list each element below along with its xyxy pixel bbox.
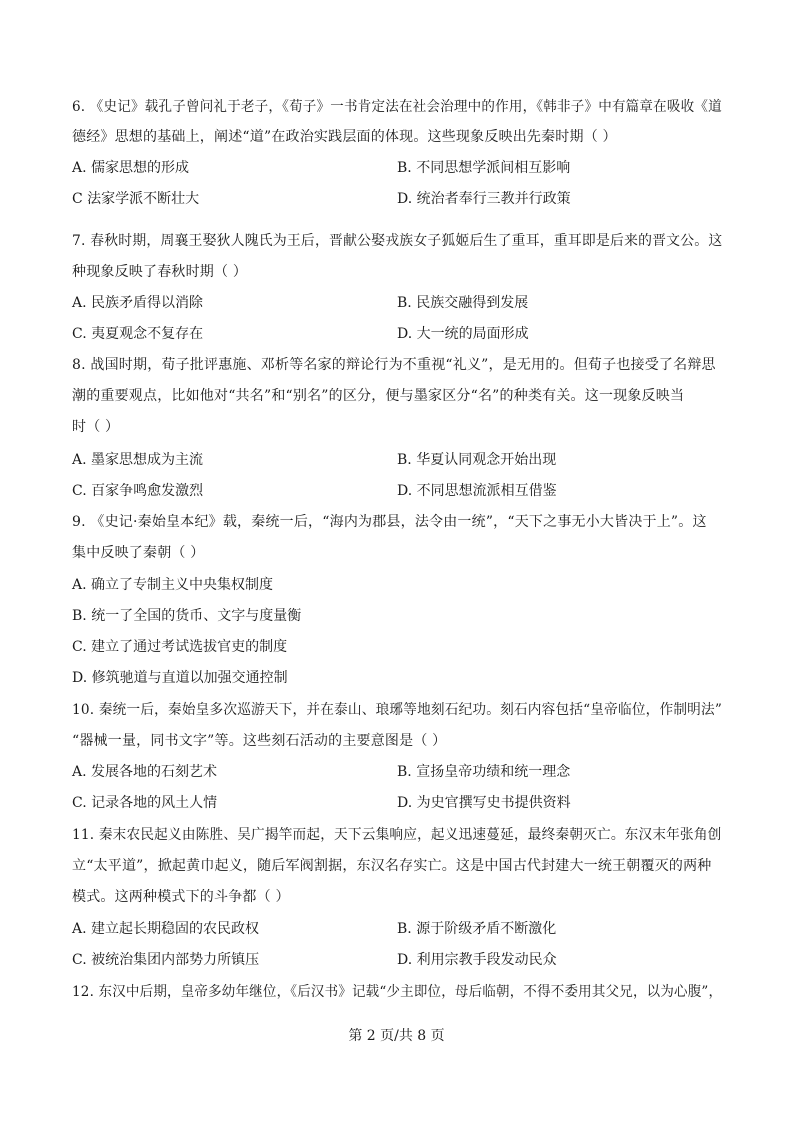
- q8-option-c: C. 百家争鸣愈发激烈: [72, 483, 204, 499]
- q9-stem-line-2: 集中反映了秦朝（ ）: [72, 545, 205, 561]
- q11-option-c: C. 被统治集团内部势力所镇压: [72, 952, 260, 968]
- q6-stem-line-1: 6. 《史记》载孔子曾问礼于老子，《荀子》一书肯定法在社会治理中的作用，《韩非子》中有篇章在吸收《道: [72, 99, 722, 115]
- q8-option-b: B. 华夏认同观念开始出现: [397, 452, 557, 468]
- q11-stem-line-3: 模式。这两种模式下的斗争都（ ）: [72, 889, 290, 905]
- q12-stem-line-1: 12. 东汉中后期，皇帝多幼年继位，《后汉书》记载“少主即位，母后临朝，不得不委用其父兄，以为心腹”，: [72, 984, 723, 1000]
- q10-option-d: D. 为史官撰写史书提供资料: [397, 795, 571, 811]
- q6-option-a: A. 儒家思想的形成: [72, 160, 190, 176]
- page-number-footer: 第 2 页/共 8 页: [348, 1028, 445, 1044]
- q8-option-d: D. 不同思想流派相互借鉴: [397, 483, 557, 499]
- q10-option-b: B. 宣扬皇帝功绩和统一理念: [397, 764, 571, 780]
- q11-option-b: B. 源于阶级矛盾不断激化: [397, 921, 557, 937]
- q11-stem-line-2: 立“太平道”，掀起黄巾起义，随后军阀割据，东汉名存实亡。这是中国古代封建大一统王朝覆灭的两种: [72, 858, 712, 874]
- q8-stem-line-1: 8. 战国时期，荀子批评惠施、邓析等名家的辩论行为不重视“礼义”，是无用的。但荀子也接受了名辩思: [72, 357, 716, 373]
- q10-stem-line-2: “器械一量，同书文字”等。这些刻石活动的主要意图是（ ）: [72, 733, 447, 749]
- q6-option-d: D. 统治者奉行三教并行政策: [397, 191, 571, 207]
- q11-option-d: D. 利用宗教手段发动民众: [397, 952, 557, 968]
- q7-stem-line-1: 7. 春秋时期，周襄王娶狄人隗氏为王后，晋献公娶戎族女子狐姬后生了重耳，重耳即是后来的晋文公。这: [72, 233, 723, 249]
- q7-option-b: B. 民族交融得到发展: [397, 295, 529, 311]
- q9-option-d: D. 修筑驰道与直道以加强交通控制: [72, 670, 288, 686]
- q7-option-d: D. 大一统的局面形成: [397, 326, 529, 342]
- q7-stem-line-2: 种现象反映了春秋时期（ ）: [72, 264, 248, 280]
- q11-stem-line-1: 11. 秦末农民起义由陈胜、吴广揭竿而起，天下云集响应，起义迅速蔓延，最终秦朝灭亡。东汉末年张角创: [72, 827, 722, 843]
- q9-stem-line-1: 9. 《史记·秦始皇本纪》载，秦统一后，“海内为郡县，法令由一统”，“天下之事无小大皆决于上”。这: [72, 514, 707, 530]
- q9-option-a: A. 确立了专制主义中央集权制度: [72, 577, 274, 593]
- q10-option-a: A. 发展各地的石刻艺术: [72, 764, 218, 780]
- q8-option-a: A. 墨家思想成为主流: [72, 452, 204, 468]
- q9-option-b: B. 统一了全国的货币、文字与度量衡: [72, 608, 302, 624]
- q6-stem-line-2: 德经》思想的基础上，阐述“道”在政治实践层面的体现。这些现象反映出先秦时期（ ）: [72, 129, 617, 145]
- q10-stem-line-1: 10. 秦统一后，秦始皇多次巡游天下，并在泰山、琅琊等地刻石纪功。刻石内容包括“皇帝临位，作制明法”: [72, 702, 723, 718]
- q10-option-c: C. 记录各地的风土人情: [72, 795, 218, 811]
- q7-option-c: C. 夷夏观念不复存在: [72, 326, 204, 342]
- q11-option-a: A. 建立起长期稳固的农民政权: [72, 921, 260, 937]
- q7-option-a: A. 民族矛盾得以消除: [72, 295, 204, 311]
- q9-option-c: C. 建立了通过考试选拔官吏的制度: [72, 639, 288, 655]
- q8-stem-line-2: 潮的重要观点，比如他对“共名”和“别名”的区分，便与墨家区分“名”的种类有关。这一现象反映当: [72, 388, 685, 404]
- q8-stem-line-3: 时（ ）: [72, 419, 120, 435]
- q6-option-b: B. 不同思想学派间相互影响: [397, 160, 571, 176]
- q6-option-c: C 法家学派不断壮大: [72, 191, 200, 207]
